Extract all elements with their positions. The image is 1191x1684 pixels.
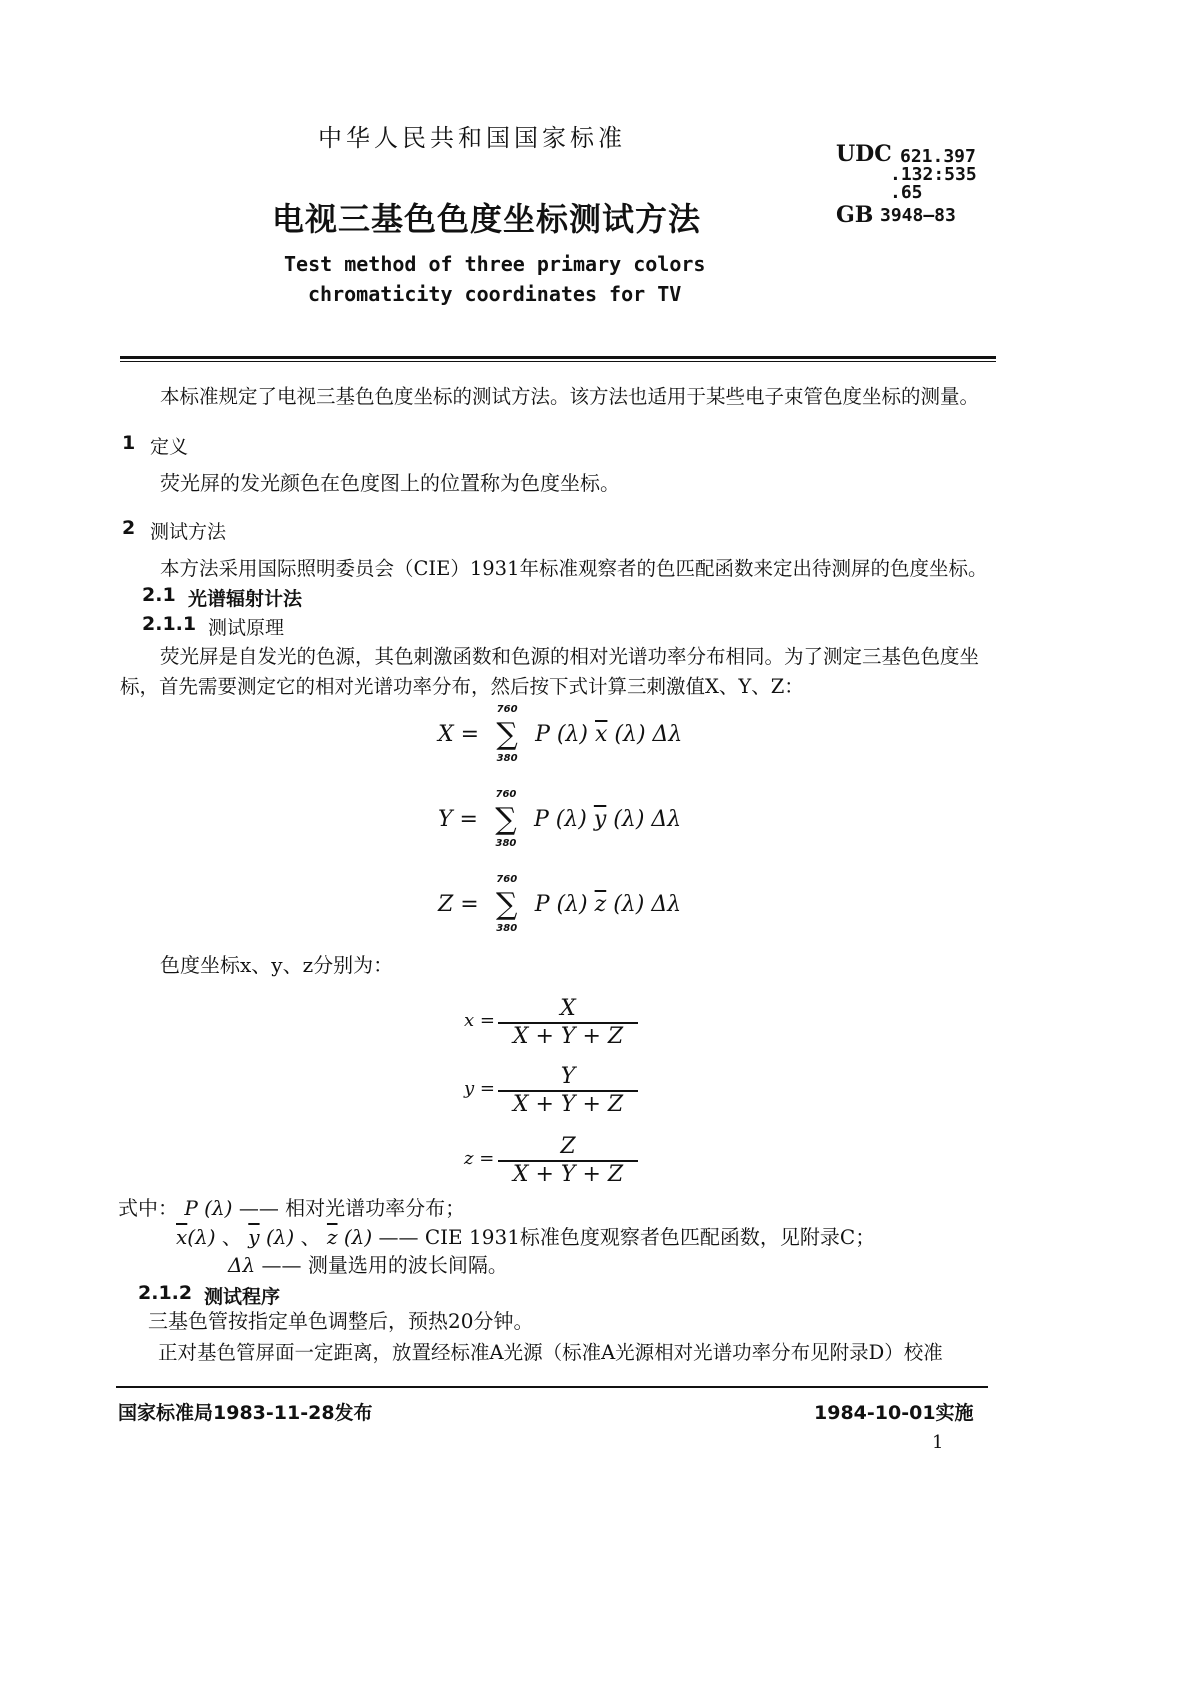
- formula-Y-lhs: Y =: [438, 807, 478, 832]
- english-title-line1: Test method of three primary colors: [284, 252, 706, 276]
- udc-line2: .132:535: [890, 164, 977, 185]
- section-2-1-number: 2.1: [142, 584, 176, 606]
- fraction-x-denominator: X + Y + Z: [512, 1024, 624, 1049]
- formula-X: [438, 704, 683, 764]
- sum-upper-limit: 760: [495, 789, 517, 800]
- where-dl-term: Δλ: [228, 1253, 256, 1277]
- fraction-y-denominator: X + Y + Z: [512, 1092, 624, 1117]
- fraction-x-numerator: X: [560, 996, 576, 1021]
- section-2-1-2-line1: 三基色管按指定单色调整后，预热20分钟。: [148, 1309, 534, 1333]
- gb-number: 3948—83: [880, 205, 956, 226]
- chromaticity-intro: 色度坐标x、y、z分别为：: [160, 953, 394, 977]
- cmf-z-arg: (λ): [343, 1225, 373, 1249]
- section-2-1-1-line1: 荧光屏是自发光的色源，其色刺激函数和色源的相对光谱功率分布相同。为了测定三基色色度坐: [160, 645, 980, 668]
- where-line-3: [228, 1250, 508, 1280]
- section-2-1-2-line2: 正对基色管屏面一定距离，放置经标准A光源（标准A光源相对光谱功率分布见附录D）校准: [158, 1341, 943, 1364]
- formula-Z-lhs: Z =: [438, 892, 479, 917]
- sum-symbol-X: 760 ∑ 380: [490, 720, 524, 750]
- fraction-z-lhs: z =: [464, 1148, 495, 1169]
- where-p-desc: —— 相对光谱功率分布；: [238, 1196, 466, 1220]
- sum-symbol-Z: 760 ∑ 380: [490, 890, 524, 920]
- page-number: 1: [932, 1432, 944, 1453]
- formula-X-lhs: X =: [438, 722, 480, 747]
- footer-rule: [116, 1386, 988, 1388]
- section-2-1-1-line2: 标，首先需要测定它的相对光谱功率分布，然后按下式计算三刺激值X、Y、Z：: [120, 675, 804, 698]
- where-dl-desc: —— 测量选用的波长间隔。: [261, 1253, 508, 1277]
- cmf-desc: —— CIE 1931标准色度观察者色匹配函数，见附录C；: [378, 1225, 876, 1249]
- section-1-number: 1: [122, 432, 136, 454]
- section-1-text: 荧光屏的发光颜色在色度图上的位置称为色度坐标。: [160, 471, 620, 495]
- formula-X-p: P (λ): [535, 722, 595, 747]
- gb-label: GB: [836, 202, 874, 228]
- cmf-y-arg: (λ): [265, 1225, 295, 1249]
- issued-date: 国家标准局1983-11-28发布: [118, 1402, 373, 1424]
- formula-Y-cmf: $\overline{y}$: [593, 807, 607, 832]
- fraction-x: [464, 996, 644, 1056]
- udc-line1: 621.397: [900, 146, 976, 167]
- fraction-y-lhs: y =: [464, 1078, 495, 1099]
- sum-upper-limit: 760: [496, 874, 518, 885]
- formula-Z-cmf: $\overline{z}$: [594, 892, 607, 917]
- cmf-sep-1: 、: [221, 1225, 242, 1249]
- formula-Z-rest: (λ) Δλ: [613, 892, 682, 917]
- document-title: 电视三基色色度坐标测试方法: [272, 200, 702, 238]
- sum-lower-limit: 380: [496, 923, 518, 934]
- section-2-1-2-title: 测试程序: [204, 1286, 281, 1308]
- english-title-line2: chromaticity coordinates for TV: [308, 282, 682, 306]
- formula-Z: [438, 874, 682, 934]
- cmf-y-symbol: $\overline{y}$: [248, 1225, 260, 1249]
- udc-label: UDC: [836, 141, 892, 167]
- cmf-z-symbol: $\overline{z}$: [326, 1225, 338, 1249]
- cmf-x-symbol: $\overline{x}$: [176, 1225, 188, 1249]
- where-p-term: P (λ): [184, 1196, 233, 1220]
- sum-lower-limit: 380: [496, 753, 518, 764]
- where-label: 式中：: [118, 1196, 178, 1220]
- section-2-1-1-title: 测试原理: [208, 617, 285, 639]
- section-2-number: 2: [122, 517, 136, 539]
- section-2-1-1-number: 2.1.1: [142, 613, 197, 635]
- where-line-1: [118, 1193, 465, 1223]
- formula-Y-p: P (λ): [533, 807, 594, 832]
- cmf-sep-2: 、: [300, 1225, 321, 1249]
- section-1-title: 定义: [150, 436, 189, 458]
- udc-line3: .65: [890, 182, 923, 203]
- effective-date: 1984-10-01实施: [814, 1402, 974, 1424]
- section-2-title: 测试方法: [150, 521, 227, 543]
- header-rule-thin: [120, 361, 996, 362]
- section-2-1-2-number: 2.1.2: [138, 1282, 193, 1304]
- section-2-text: 本方法采用国际照明委员会（CIE）1931年标准观察者的色匹配函数来定出待测屏的色度坐标。: [160, 557, 988, 580]
- sum-upper-limit: 760: [496, 704, 518, 715]
- cmf-x-arg: (λ): [187, 1225, 216, 1249]
- formula-Z-p: P (λ): [534, 892, 595, 917]
- sum-symbol-Y: 760 ∑ 380: [489, 805, 523, 835]
- header-rule-thick: [120, 356, 996, 359]
- section-2-1-title: 光谱辐射计法: [188, 588, 303, 610]
- intro-paragraph: 本标准规定了电视三基色色度坐标的测试方法。该方法也适用于某些电子束管色度坐标的测量。: [160, 385, 980, 408]
- fraction-z-numerator: Z: [560, 1134, 576, 1159]
- fraction-y: [464, 1064, 644, 1124]
- formula-X-rest: (λ) Δλ: [614, 722, 683, 747]
- formula-Y: [438, 789, 682, 849]
- fraction-x-lhs: x =: [464, 1010, 495, 1031]
- fraction-z-denominator: X + Y + Z: [512, 1162, 624, 1187]
- fraction-z: [464, 1134, 644, 1194]
- where-line-2: [176, 1222, 875, 1252]
- formula-X-cmf: $\overline{x}$: [595, 722, 608, 747]
- formula-Y-rest: (λ) Δλ: [613, 807, 682, 832]
- sum-lower-limit: 380: [495, 838, 517, 849]
- national-standard-label: 中华人民共和国国家标准: [318, 124, 626, 152]
- fraction-y-numerator: Y: [560, 1064, 576, 1089]
